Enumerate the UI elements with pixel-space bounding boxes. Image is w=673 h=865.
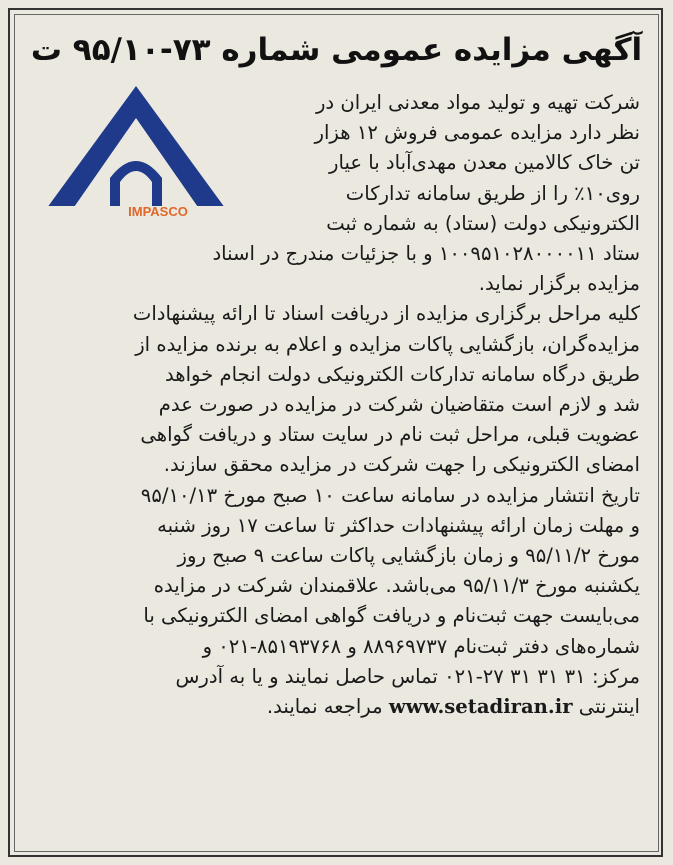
body-line: کلیه مراحل برگزاری مزایده از دریافت اسناد تا ارائه پیشنهادات bbox=[132, 302, 640, 326]
body-line: می‌بایست جهت ثبت‌نام و دریافت گواهی امضای الکترونیکی با bbox=[143, 604, 640, 628]
body-line: شماره‌های دفتر ثبت‌نام ۸۸۹۶۹۷۳۷ و ۸۵۱۹۳۷۶۸-۰۲۱ و bbox=[202, 634, 640, 658]
last-line-suffix: مراجعه نمایند. bbox=[266, 695, 383, 719]
body-line: ستاد ۱۰۰۹۵۱۰۲۸۰۰۰۰۱۱ و با جزئیات مندرج در اسناد bbox=[212, 242, 640, 266]
body-line: تاریخ انتشار مزایده در سامانه ساعت ۱۰ صبح مورخ ۹۵/۱۰/۱۳ bbox=[140, 483, 640, 507]
body-line: عضویت قبلی، مراحل ثبت نام در سایت ستاد و دریافت گواهی bbox=[140, 423, 640, 447]
body-line: مورخ ۹۵/۱۱/۲ و زمان بازگشایی پاکات ساعت ۹ صبح روز bbox=[177, 544, 640, 568]
body-line: مزایده‌گران، بازگشایی پاکات مزایده و اعلام به برنده مزایده از bbox=[135, 332, 640, 356]
body-line: یکشنبه مورخ ۹۵/۱۱/۳ می‌باشد. علاقمندان شرکت در مزایده bbox=[153, 574, 640, 598]
body-line: روی۱۰٪ را از طریق سامانه تدارکات bbox=[345, 181, 640, 205]
body-line: مزایده برگزار نماید. bbox=[478, 272, 640, 296]
body-line: تن خاک کالامین معدن مهدی‌آباد با عیار bbox=[329, 151, 640, 175]
body-line: طریق درگاه سامانه تدارکات الکترونیکی دولت انجام خواهد bbox=[164, 362, 640, 386]
notice-body bbox=[36, 88, 640, 722]
logo-text: IMPASCO bbox=[128, 204, 188, 219]
body-line: شد و لازم است متقاضیان شرکت در مزایده در صورت عدم bbox=[158, 393, 640, 417]
body-line: مرکز: ۳۱ ۳۱ ۳۱ ۲۷-۰۲۱ تماس حاصل نمایند و یا به آدرس bbox=[175, 664, 640, 688]
last-line-prefix: اینترنتی bbox=[578, 695, 640, 719]
body-line: و مهلت زمان ارائه پیشنهادات حداکثر تا ساعت ۱۷ روز شنبه bbox=[157, 513, 640, 537]
body-line-last bbox=[36, 692, 640, 722]
body-line: نظر دارد مزایده عمومی فروش ۱۲ هزار bbox=[314, 121, 640, 145]
body-line: الکترونیکی دولت (ستاد) به شماره ثبت bbox=[326, 211, 640, 235]
body-line: شرکت تهیه و تولید مواد معدنی ایران در bbox=[315, 91, 640, 114]
website-link[interactable]: www.setadiran.ir bbox=[388, 695, 573, 719]
body-line: امضای الکترونیکی را جهت شرکت در مزایده محقق سازند. bbox=[163, 453, 640, 477]
notice-title: آگهی مزایده عمومی شماره ۷۳-۹۵/۱۰ ت bbox=[30, 32, 643, 68]
